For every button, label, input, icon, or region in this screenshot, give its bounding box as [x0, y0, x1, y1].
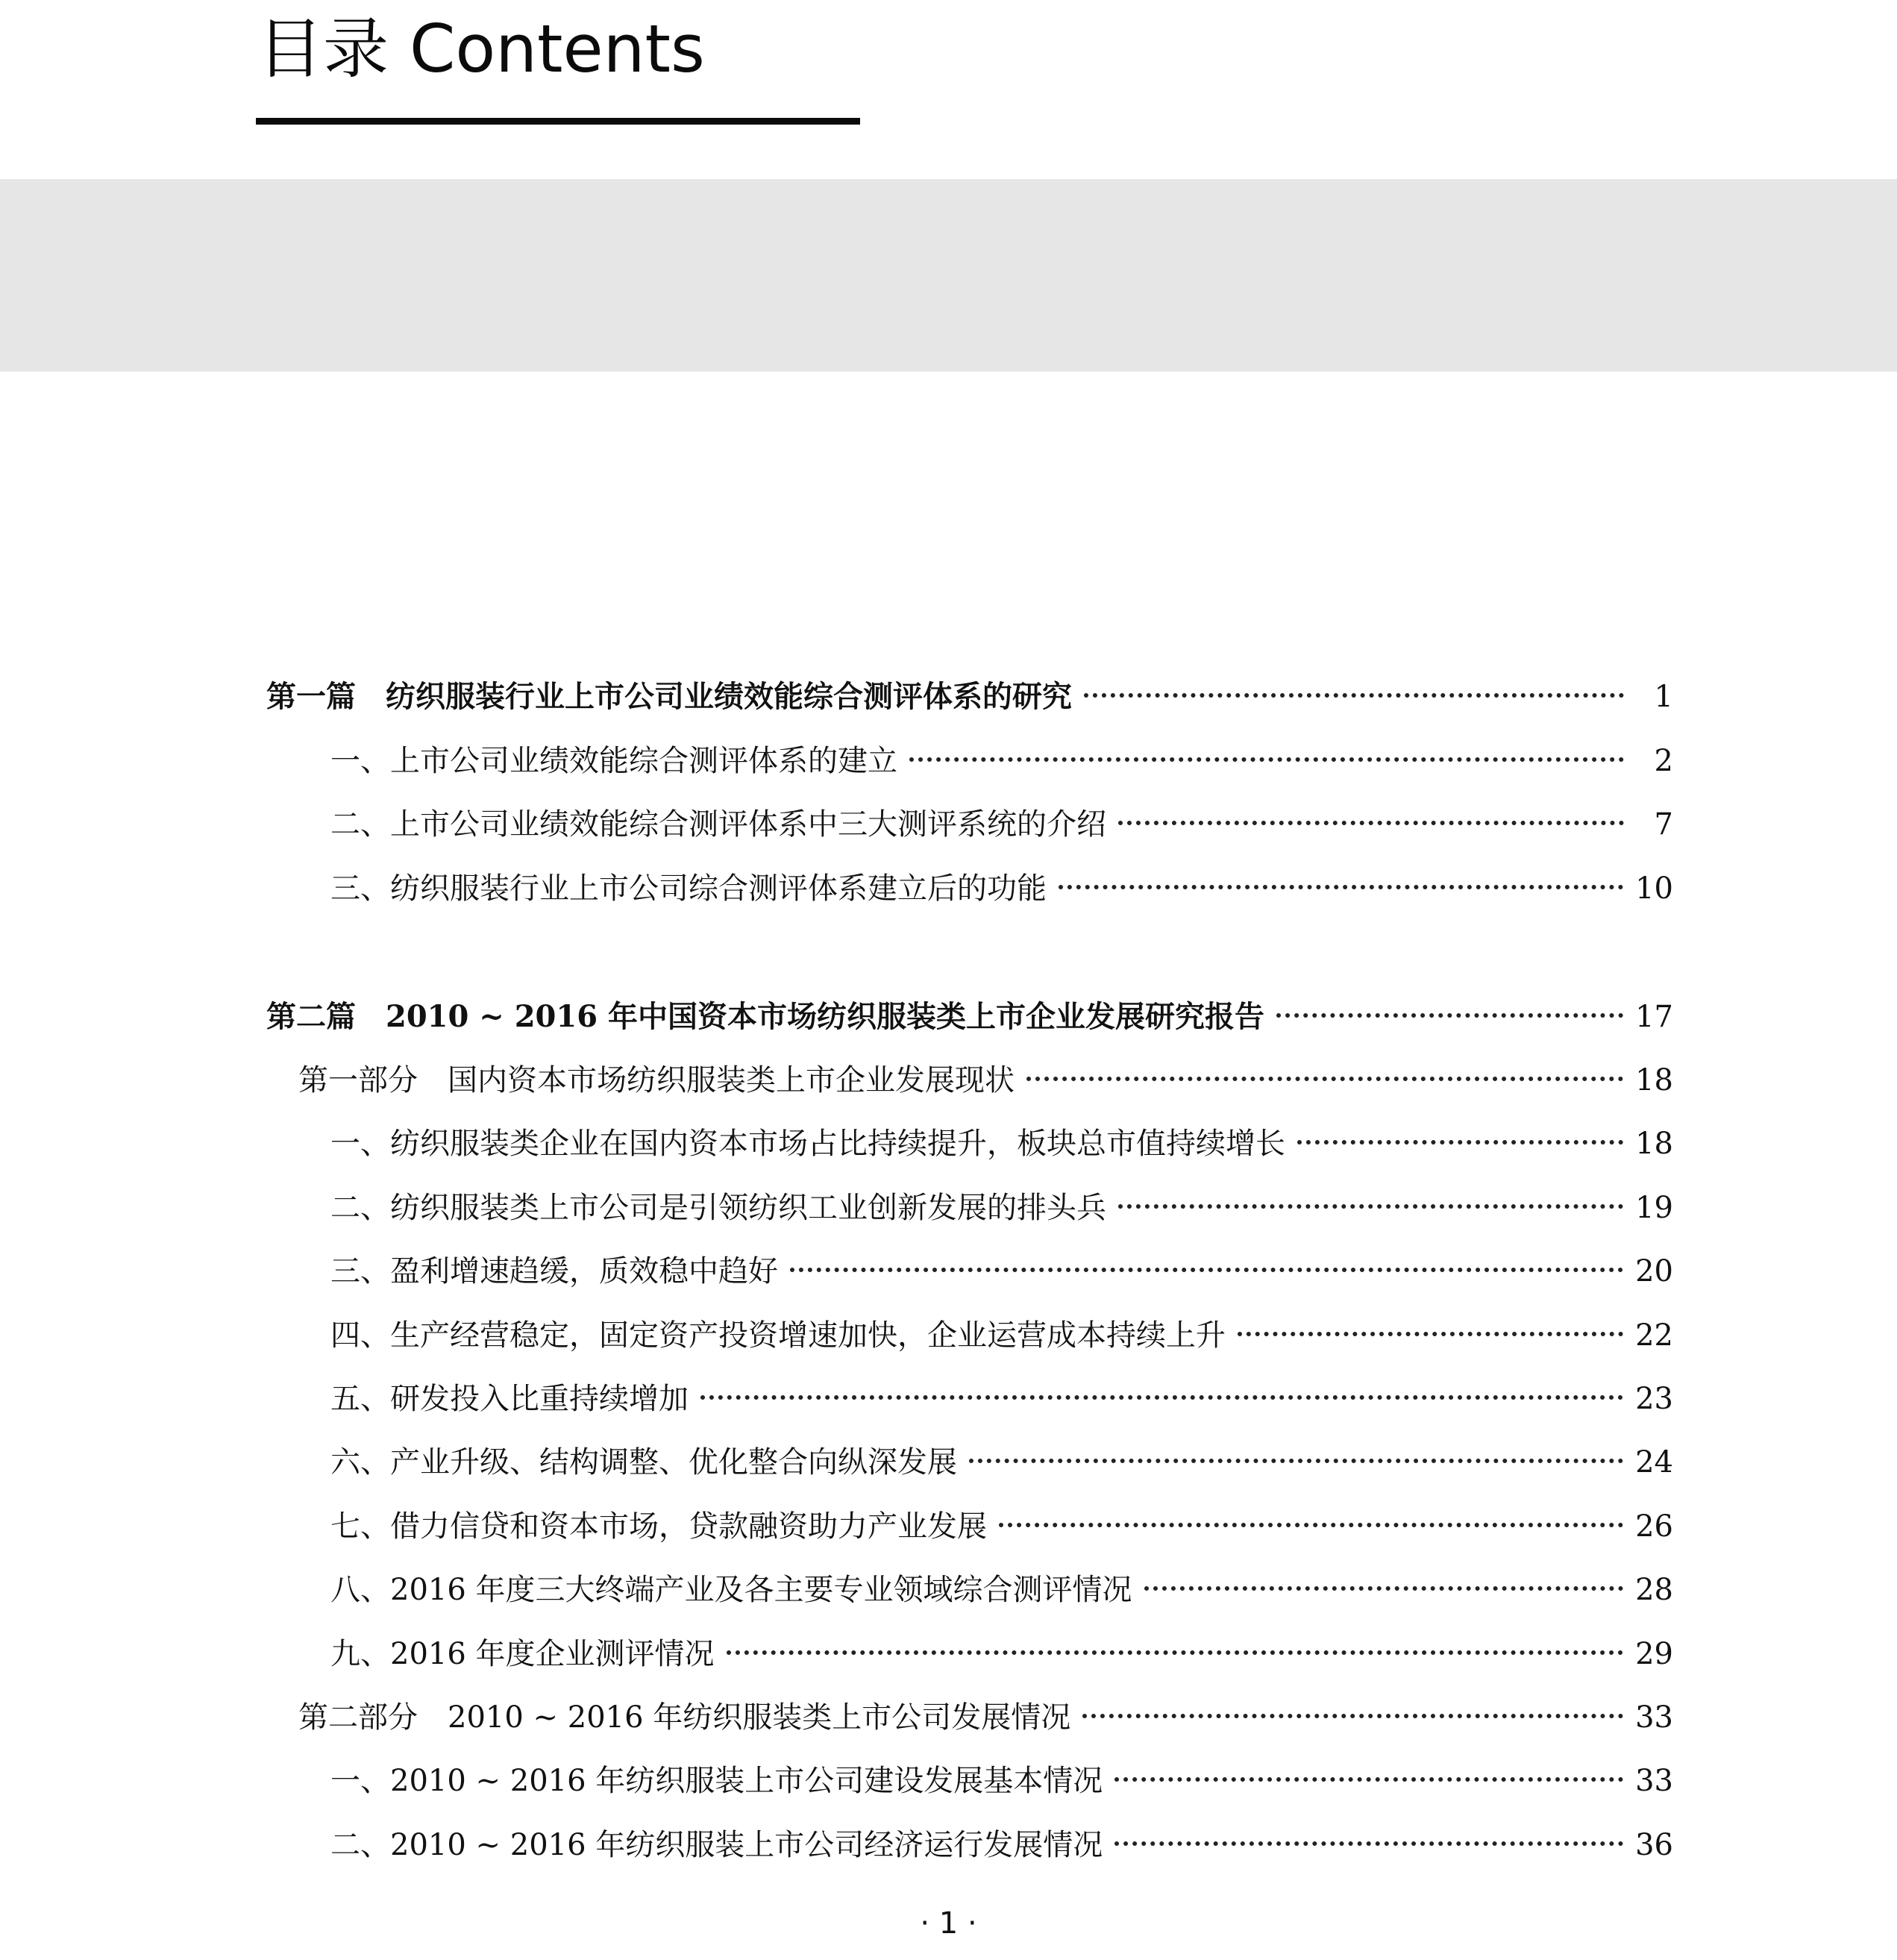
- toc-entry[interactable]: [298, 1695, 1673, 1740]
- toc-entry-page: 33: [1635, 1764, 1673, 1798]
- header-band: [0, 179, 1897, 372]
- toc-entry-title: 九、2016 年度企业测评情况: [330, 1637, 715, 1671]
- toc-entry-page: 1: [1654, 680, 1673, 714]
- toc-entry[interactable]: [330, 1186, 1673, 1230]
- toc-entry-page: 36: [1635, 1828, 1673, 1862]
- dot-leader: [1084, 693, 1624, 698]
- toc-entry-page: 26: [1635, 1509, 1673, 1544]
- dot-leader: [1114, 1777, 1623, 1782]
- toc-entry[interactable]: [298, 1058, 1673, 1103]
- toc-entry-title: 八、2016 年度三大终端产业及各主要专业领域综合测评情况: [330, 1573, 1132, 1607]
- toc-entry-title: 第一篇 纺织服装行业上市公司业绩效能综合测评体系的研究: [266, 679, 1072, 714]
- dot-leader: [790, 1268, 1623, 1272]
- toc-entry-title: 第二部分 2010 ~ 2016 年纺织服装类上市公司发展情况: [298, 1700, 1071, 1735]
- page-header: [257, 9, 705, 90]
- toc-entry-title: 二、2010 ~ 2016 年纺织服装上市公司经济运行发展情况: [330, 1828, 1103, 1862]
- toc-entry[interactable]: [330, 1121, 1673, 1166]
- dot-leader: [1059, 885, 1623, 889]
- toc-entry[interactable]: [266, 995, 1673, 1039]
- dot-leader: [1144, 1586, 1624, 1591]
- toc-entry-page: 33: [1635, 1700, 1673, 1735]
- dot-leader: [1082, 1714, 1623, 1718]
- toc-entry[interactable]: [266, 674, 1673, 719]
- toc-entry-page: 2: [1654, 744, 1673, 778]
- toc-entry-page: 23: [1635, 1382, 1673, 1416]
- dot-leader: [1026, 1077, 1623, 1081]
- toc-entry[interactable]: [330, 1377, 1673, 1421]
- toc-entry-title: 七、借力信贷和资本市场，贷款融资助力产业发展: [330, 1509, 987, 1544]
- toc-entry-title: 第一部分 国内资本市场纺织服装类上市企业发展现状: [298, 1063, 1015, 1098]
- toc-entry-page: 20: [1635, 1254, 1673, 1289]
- dot-leader: [969, 1459, 1623, 1463]
- dot-leader: [1276, 1013, 1623, 1018]
- toc-entry-page: 22: [1635, 1318, 1673, 1353]
- toc-entry-title: 四、生产经营稳定，固定资产投资增速加快，企业运营成本持续上升: [330, 1318, 1226, 1353]
- title-underline: [256, 118, 860, 125]
- toc-entry-page: 28: [1635, 1573, 1673, 1607]
- dot-leader: [727, 1650, 1624, 1655]
- toc-entry-page: 18: [1635, 1127, 1673, 1161]
- toc-entry-page: 24: [1635, 1445, 1673, 1480]
- dot-leader: [909, 757, 1624, 762]
- toc-entry-title: 六、产业升级、结构调整、优化整合向纵深发展: [330, 1445, 957, 1480]
- toc-entry[interactable]: [330, 1504, 1673, 1549]
- dot-leader: [1297, 1140, 1623, 1145]
- dot-leader: [999, 1523, 1623, 1527]
- toc-entry-page: 29: [1635, 1637, 1673, 1671]
- toc-entry-title: 一、上市公司业绩效能综合测评体系的建立: [330, 744, 897, 778]
- toc-entry-title: 五、研发投入比重持续增加: [330, 1382, 689, 1416]
- toc-entry[interactable]: [330, 1632, 1673, 1676]
- toc-entry-title: 三、纺织服装行业上市公司综合测评体系建立后的功能: [330, 871, 1047, 906]
- toc-entry-title: 第二篇 2010 ~ 2016 年中国资本市场纺织服装类上市企业发展研究报告: [266, 999, 1264, 1034]
- page-number: · 1 ·: [920, 1906, 977, 1941]
- toc-entry[interactable]: [330, 1568, 1673, 1612]
- toc-entry-page: 7: [1654, 807, 1673, 842]
- toc-entry[interactable]: [330, 739, 1673, 783]
- dot-leader: [1238, 1332, 1623, 1336]
- toc-entry-title: 二、上市公司业绩效能综合测评体系中三大测评系统的介绍: [330, 807, 1106, 842]
- page-title: 目录 Contents: [257, 10, 705, 87]
- toc-entry-title: 一、纺织服装类企业在国内资本市场占比持续提升，板块总市值持续增长: [330, 1127, 1285, 1161]
- toc-entry-page: 17: [1635, 1000, 1673, 1034]
- dot-leader: [1114, 1841, 1623, 1846]
- toc-entry[interactable]: [330, 1823, 1673, 1867]
- toc-entry[interactable]: [330, 1249, 1673, 1294]
- toc-entry-title: 三、盈利增速趋缓，质效稳中趋好: [330, 1254, 778, 1289]
- toc-entry[interactable]: [330, 1313, 1673, 1358]
- toc-entry-title: 一、2010 ~ 2016 年纺织服装上市公司建设发展基本情况: [330, 1764, 1103, 1798]
- toc-entry-title: 二、纺织服装类上市公司是引领纺织工业创新发展的排头兵: [330, 1191, 1106, 1225]
- toc-entry[interactable]: [330, 1759, 1673, 1803]
- dot-leader: [1118, 821, 1624, 825]
- toc-entry-page: 10: [1635, 871, 1673, 906]
- toc-entry[interactable]: [330, 866, 1673, 911]
- dot-leader: [1118, 1204, 1623, 1209]
- toc-entry-page: 18: [1635, 1063, 1673, 1098]
- toc-entry[interactable]: [330, 1440, 1673, 1485]
- toc-entry-page: 19: [1635, 1191, 1673, 1225]
- dot-leader: [700, 1395, 1623, 1400]
- toc-entry[interactable]: [330, 802, 1673, 847]
